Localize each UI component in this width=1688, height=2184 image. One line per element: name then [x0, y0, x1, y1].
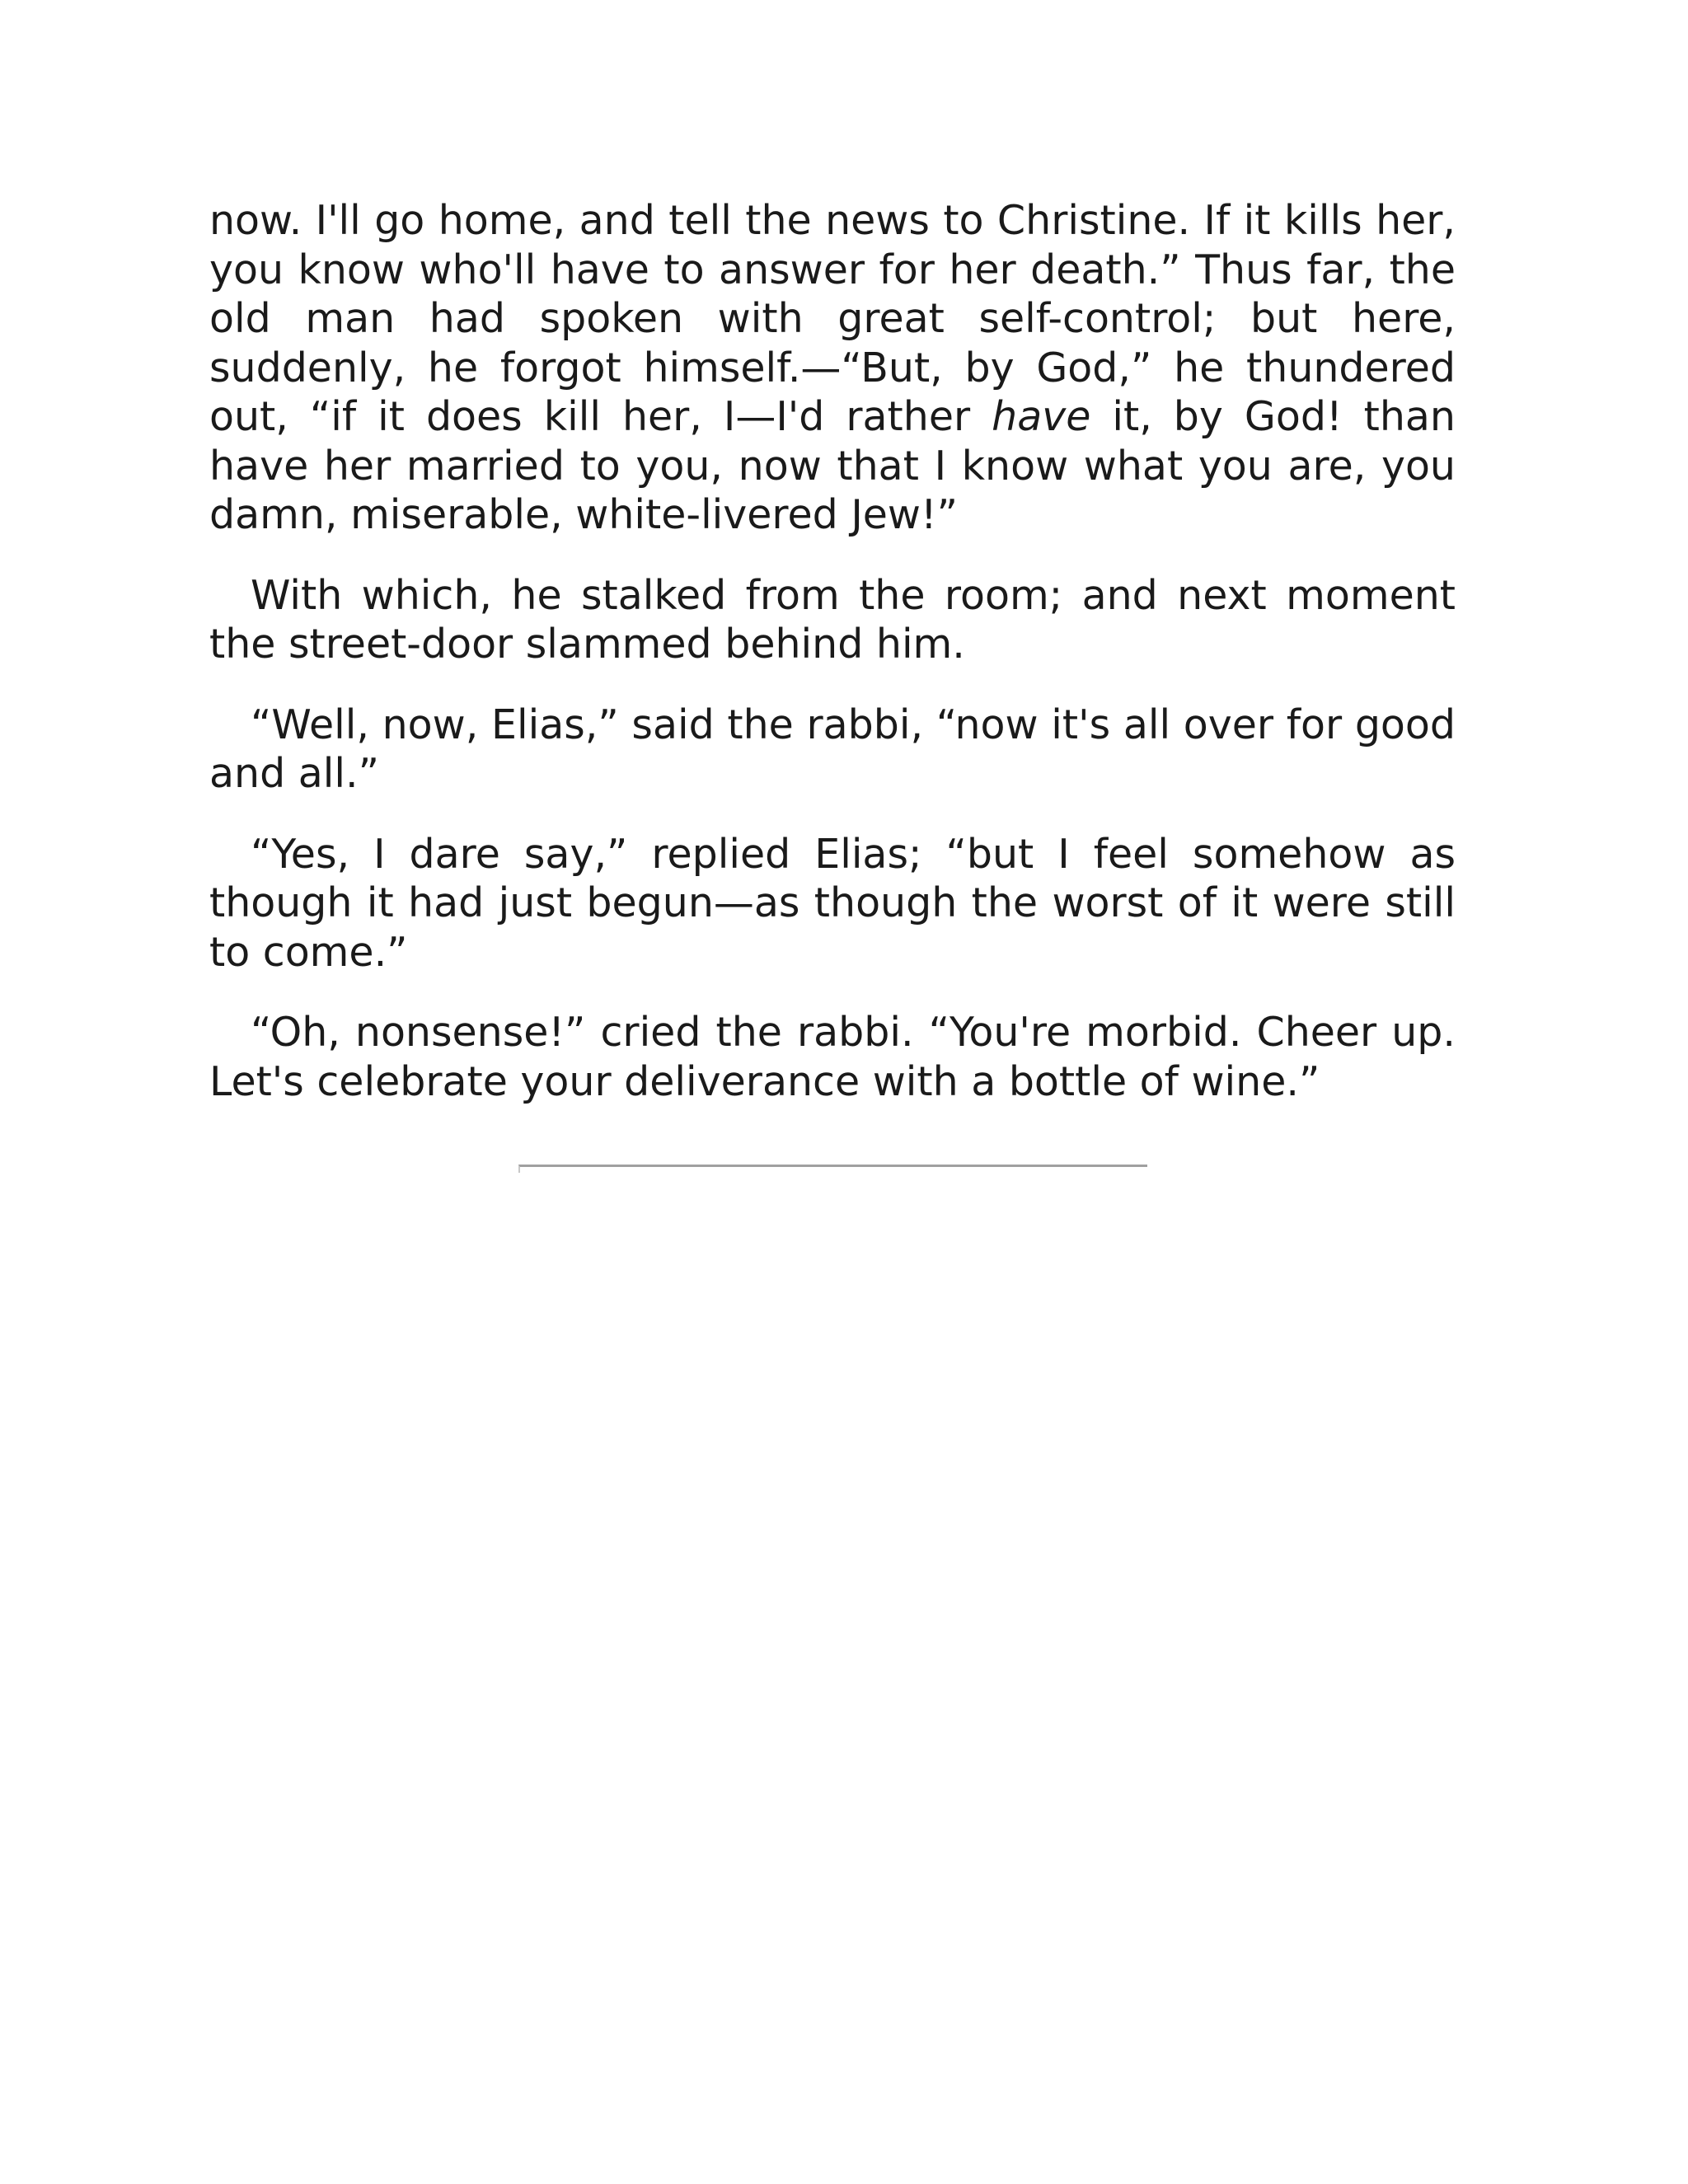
paragraph-3: “Well, now, Elias,” said the rabbi, “now it's all over for good and all.”	[209, 701, 1456, 797]
paragraph-1-text-start: now. I'll go home, and tell the news to Christine. If it kills her, you know who'll have to answer for her death.” Thus far, the old man had spoken with great self-control; but here, suddenly, he forgot himself.—“But, by God,” he thundered out, “if it does kill her, I—I'd rather	[209, 197, 1456, 440]
paragraph-1-text-end: it, by God! than have her married to you, now that I know what you are, you damn, miserable, white-livered Jew!”	[209, 393, 1456, 538]
emphasis-have: have	[992, 393, 1091, 440]
body-text	[209, 196, 1456, 1106]
paragraph-4: “Yes, I dare say,” replied Elias; “but I feel somehow as though it had just begun—as though the worst of it were still to come.”	[209, 830, 1456, 976]
paragraph-2: With which, he stalked from the room; and next moment the street-door slammed behind him.	[209, 571, 1456, 668]
section-divider	[518, 1165, 1147, 1173]
paragraph-5: “Oh, nonsense!” cried the rabbi. “You're morbid. Cheer up. Let's celebrate your deliverance with a bottle of wine.”	[209, 1009, 1456, 1105]
paragraph-1	[209, 196, 1456, 540]
